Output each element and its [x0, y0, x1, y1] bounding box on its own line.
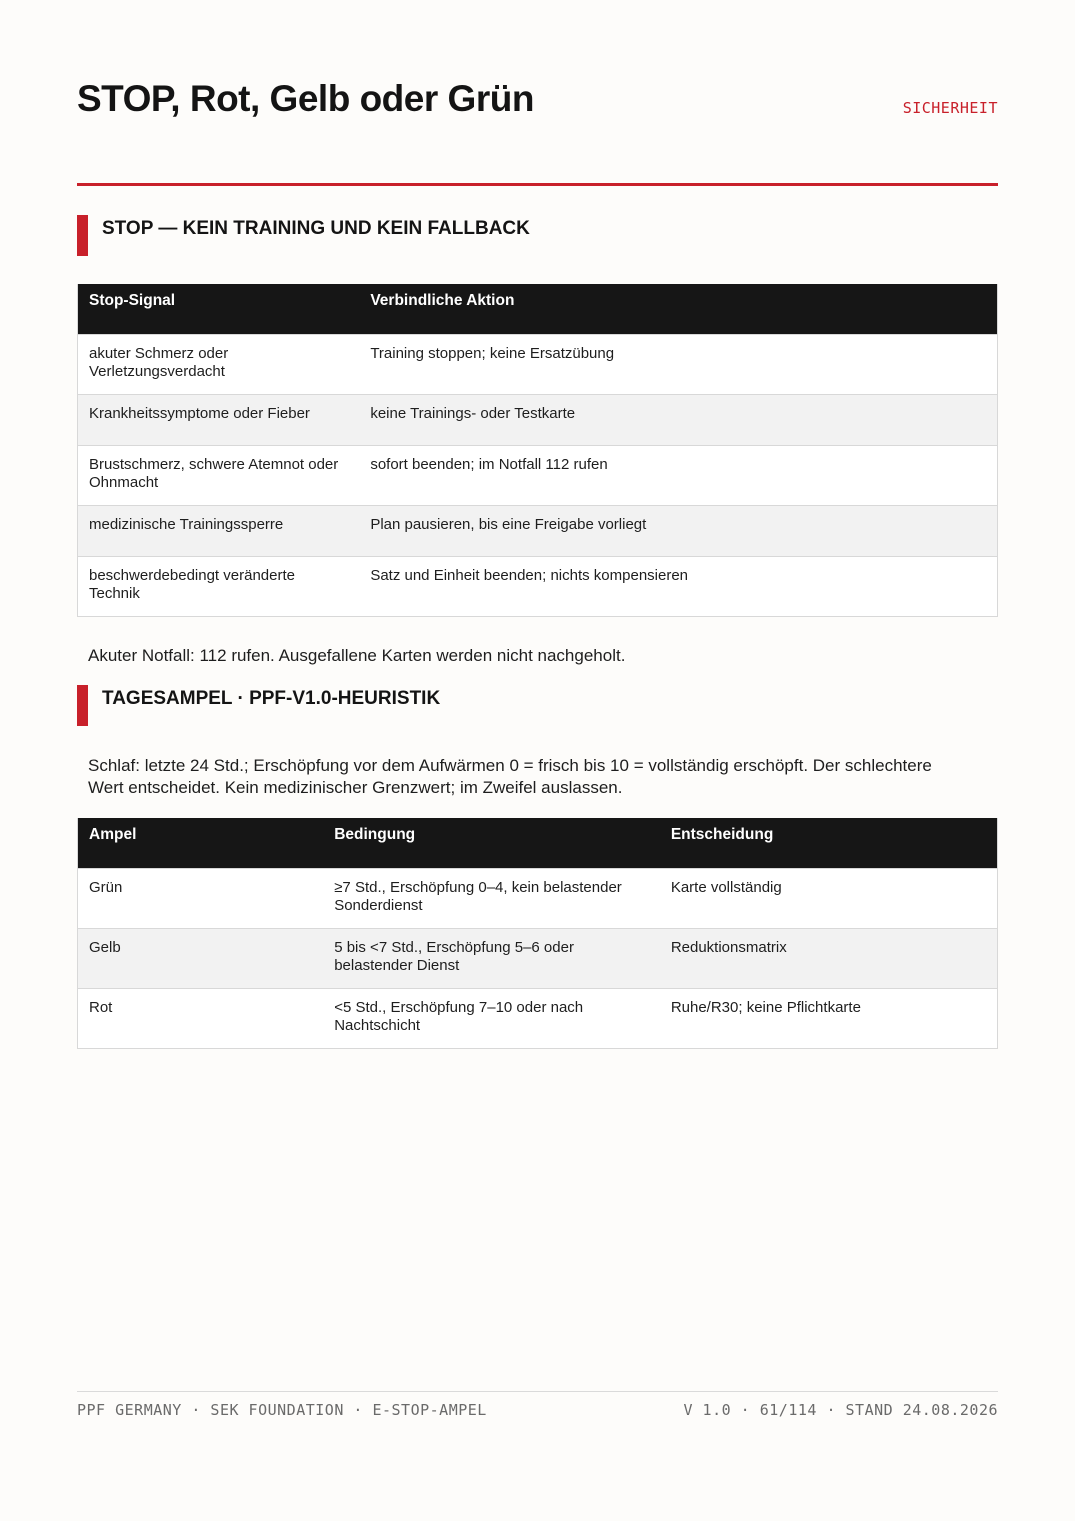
table-row	[78, 334, 998, 394]
ampel-decision-cell: Reduktionsmatrix	[660, 928, 998, 988]
stop-signal-cell: akuter Schmerz oder Verletzungsverdacht	[78, 334, 360, 394]
stop-section-heading	[77, 215, 530, 256]
section-tag: SICHERHEIT	[902, 99, 998, 117]
emergency-note: Akuter Notfall: 112 rufen. Ausgefallene Karten werden nicht nachgeholt.	[88, 646, 626, 665]
heading-accent-bar	[77, 215, 88, 256]
ampel-light-cell: Grün	[78, 868, 324, 928]
footer-left-text: PPF GERMANY · SEK FOUNDATION · E-STOP-AMPEL	[77, 1401, 487, 1419]
table-row	[78, 868, 998, 928]
table-row	[78, 505, 998, 556]
stop-signal-cell: Krankheitssymptome oder Fieber	[78, 394, 360, 445]
ampel-heading-text: TAGESAMPEL · PPF-V1.0-HEURISTIK	[102, 688, 441, 709]
ampel-light-cell: Gelb	[78, 928, 324, 988]
stop-col-action: Verbindliche Aktion	[359, 284, 997, 334]
stop-action-cell: Satz und Einheit beenden; nichts kompensieren	[359, 556, 997, 616]
table-row	[78, 394, 998, 445]
stop-col-signal: Stop-Signal	[78, 284, 360, 334]
ampel-col-condition: Bedingung	[323, 818, 660, 868]
ampel-intro-text: Schlaf: letzte 24 Std.; Erschöpfung vor dem Aufwärmen 0 = frisch bis 10 = vollständig erschöpft. Der schlechtere Wert entscheidet. Kein medizinischer Grenzwert; im Zweifel auslassen.	[88, 756, 932, 797]
ampel-table	[77, 818, 998, 1049]
stop-heading-text: STOP — KEIN TRAINING UND KEIN FALLBACK	[102, 218, 530, 239]
table-row	[78, 556, 998, 616]
stop-table	[77, 284, 998, 617]
ampel-light-cell: Rot	[78, 988, 324, 1048]
heading-accent-bar	[77, 685, 88, 726]
ampel-condition-cell: <5 Std., Erschöpfung 7–10 oder nach Nachtschicht	[323, 988, 660, 1048]
ampel-condition-cell: 5 bis <7 Std., Erschöpfung 5–6 oder belastender Dienst	[323, 928, 660, 988]
footer-right-text: V 1.0 · 61/114 · STAND 24.08.2026	[683, 1401, 998, 1419]
ampel-col-decision: Entscheidung	[660, 818, 998, 868]
stop-signal-cell: beschwerdebedingt veränderte Technik	[78, 556, 360, 616]
ampel-section-heading	[77, 685, 440, 726]
ampel-col-light: Ampel	[78, 818, 324, 868]
ampel-decision-cell: Ruhe/R30; keine Pflichtkarte	[660, 988, 998, 1048]
table-row	[78, 445, 998, 505]
stop-action-cell: sofort beenden; im Notfall 112 rufen	[359, 445, 997, 505]
footer-divider	[77, 1391, 998, 1392]
ampel-decision-cell: Karte vollständig	[660, 868, 998, 928]
header-divider	[77, 183, 998, 186]
stop-signal-cell: Brustschmerz, schwere Atemnot oder Ohnmacht	[78, 445, 360, 505]
table-row	[78, 988, 998, 1048]
stop-action-cell: Training stoppen; keine Ersatzübung	[359, 334, 997, 394]
page-title: STOP, Rot, Gelb oder Grün	[77, 78, 534, 119]
stop-signal-cell: medizinische Trainingssperre	[78, 505, 360, 556]
table-row	[78, 928, 998, 988]
ampel-condition-cell: ≥7 Std., Erschöpfung 0–4, kein belastender Sonderdienst	[323, 868, 660, 928]
stop-action-cell: keine Trainings- oder Testkarte	[359, 394, 997, 445]
stop-action-cell: Plan pausieren, bis eine Freigabe vorliegt	[359, 505, 997, 556]
